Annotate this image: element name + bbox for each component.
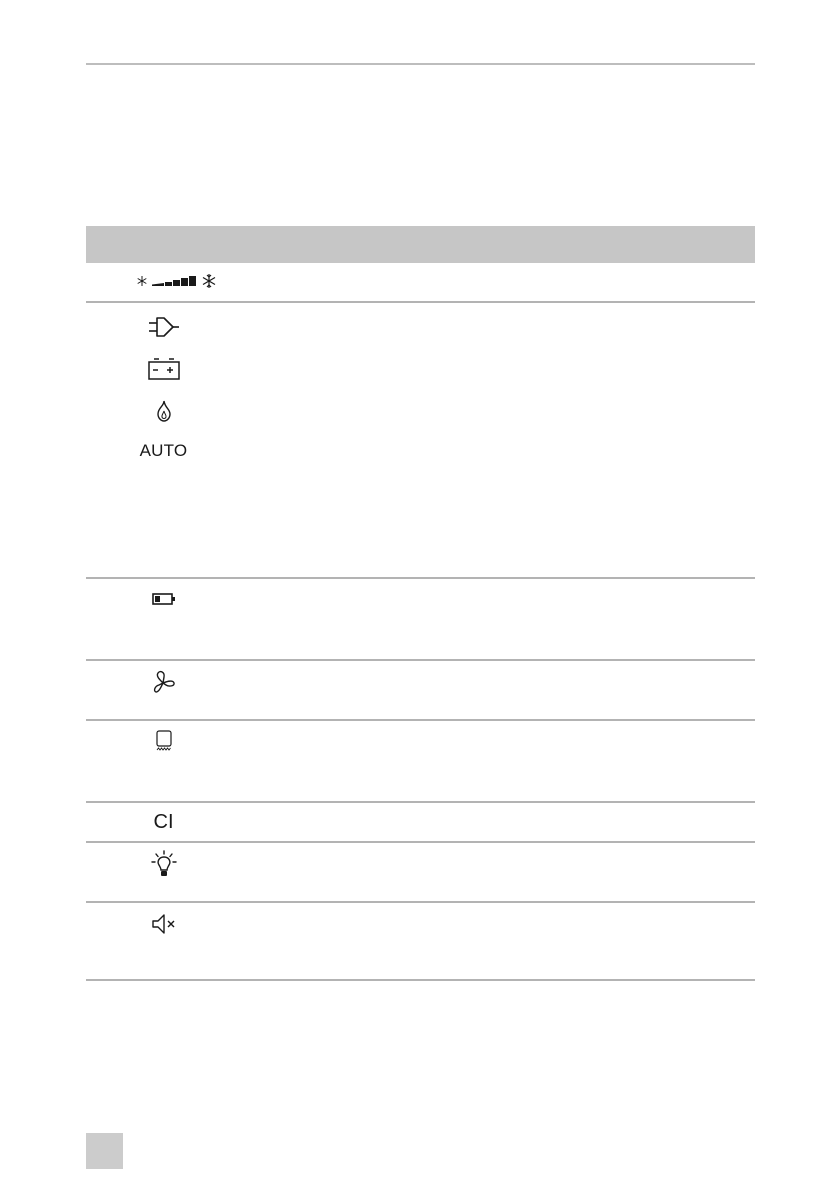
- ci-label: [86, 808, 241, 836]
- gas-flame-icon: [86, 397, 241, 425]
- table-row-low-battery: [86, 579, 755, 661]
- cooling-level-symbols: [86, 267, 272, 295]
- table-row-fan: [86, 661, 755, 721]
- ci-text: CI: [153, 810, 174, 833]
- battery-icon: [86, 355, 241, 383]
- defrost-icon: [86, 727, 241, 755]
- display-symbols-table: [86, 226, 755, 981]
- table-header: [86, 226, 755, 263]
- table-row-energy-source: [86, 303, 755, 579]
- table-row-ci: [86, 803, 755, 843]
- table-row-defrost: [86, 721, 755, 803]
- speaker-mute-icon: [86, 910, 241, 938]
- table-row-cooling-level: [86, 263, 755, 303]
- fan-icon: [86, 669, 241, 697]
- table-row-light: [86, 843, 755, 903]
- table-row-mute: [86, 903, 755, 981]
- auto-mode-label: [86, 437, 241, 465]
- page-marker: [86, 1133, 123, 1169]
- auto-label: AUTO: [139, 441, 188, 460]
- low-battery-icon: [86, 585, 241, 613]
- header-rule: [86, 63, 755, 65]
- cooling-level-icon: [134, 271, 224, 291]
- light-bulb-icon: [86, 851, 241, 879]
- mains-plug-icon: [86, 313, 241, 341]
